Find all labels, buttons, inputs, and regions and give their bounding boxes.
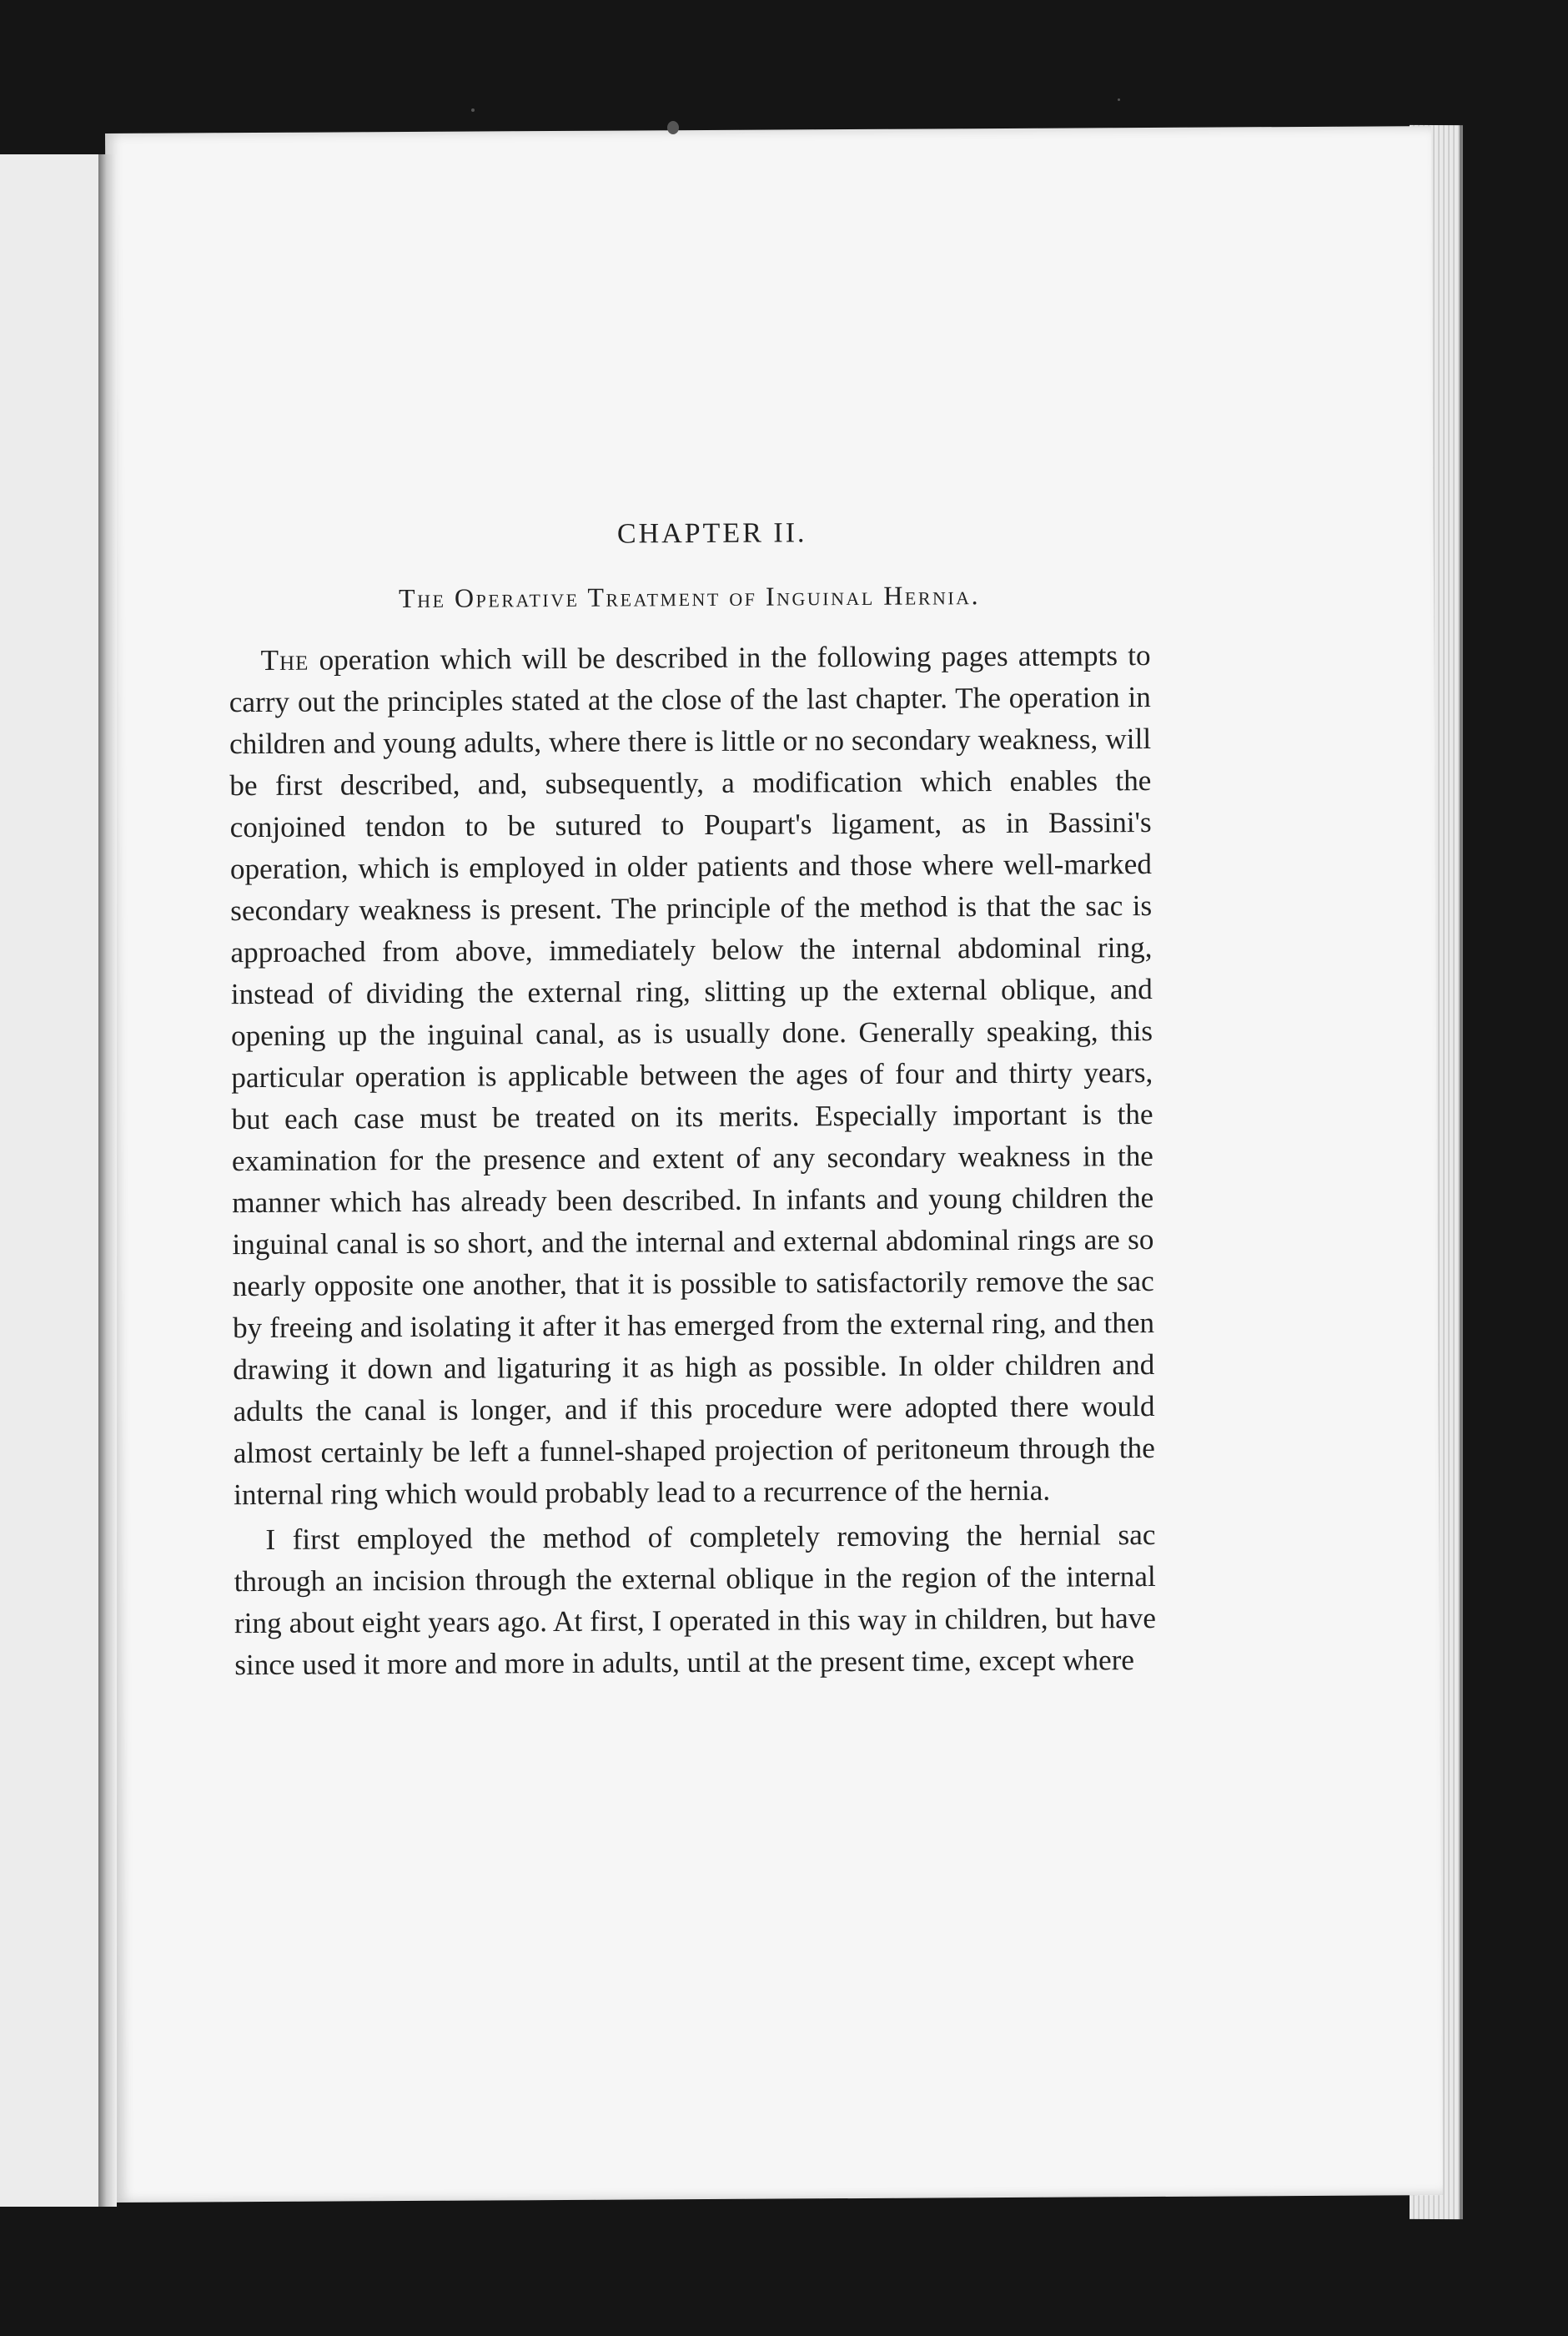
paragraph-1-text: operation which will be described in the following pages attempts to carry out the principles stated at the close of the last chapter. The operation in children and young adults, where there is little or no secondary weakness, will be first described, and, subsequently, a modification which enables the conjoined tendon to be sutured to Poupart's ligament, as in Bassini's operation, which is employed in older patients and those where well-marked secondary weakness is present. The principle of the method is that the sac is approached from above, immediately below the internal abdominal ring, instead of dividing the external ring, slitting up the external oblique, and opening up the inguinal canal, as is usually done. Generally speaking, this particular operation is applicable between the ages of four and thirty years, but each case must be treated on its merits. Especially important is the examination for the presence and extent of any secondary weakness in the manner which has already been described. In infants and young children the inguinal canal is so short, and the internal and external abdominal rings are so nearly opposite one another, that it is possible to satisfactorily remove the sac by freeing and isolating it after it has emerged from the external ring, and then drawing it down and ligaturing it as high as possible. In older children and adults the canal is longer, and if this procedure were adopted there would almost certainly be left a funnel-shaped projection of peritoneum through the internal ring which would probably lead to a recurrence of the hernia. <box>229 639 1155 1512</box>
text-column <box>229 516 1157 1686</box>
paragraph-1 <box>229 635 1155 1516</box>
spine-shadow <box>98 154 117 2207</box>
paragraph-lead: The <box>260 643 309 677</box>
dust-speck <box>471 108 475 112</box>
paragraph-2: I first employed the method of completely removing the hernial sac through an incision through the external oblique in the region of the internal ring about eight years ago. At first, I operated in this way in children, but have since used it more and more in adults, until at the present time, except where <box>234 1518 1157 1682</box>
chapter-heading: CHAPTER II. <box>616 517 807 550</box>
dust-speck <box>667 121 679 134</box>
right-page <box>105 126 1443 2203</box>
left-page <box>0 154 108 2207</box>
dust-speck <box>1118 98 1120 101</box>
chapter-title: The Operative Treatment of Inguinal Hernia. <box>399 580 981 614</box>
